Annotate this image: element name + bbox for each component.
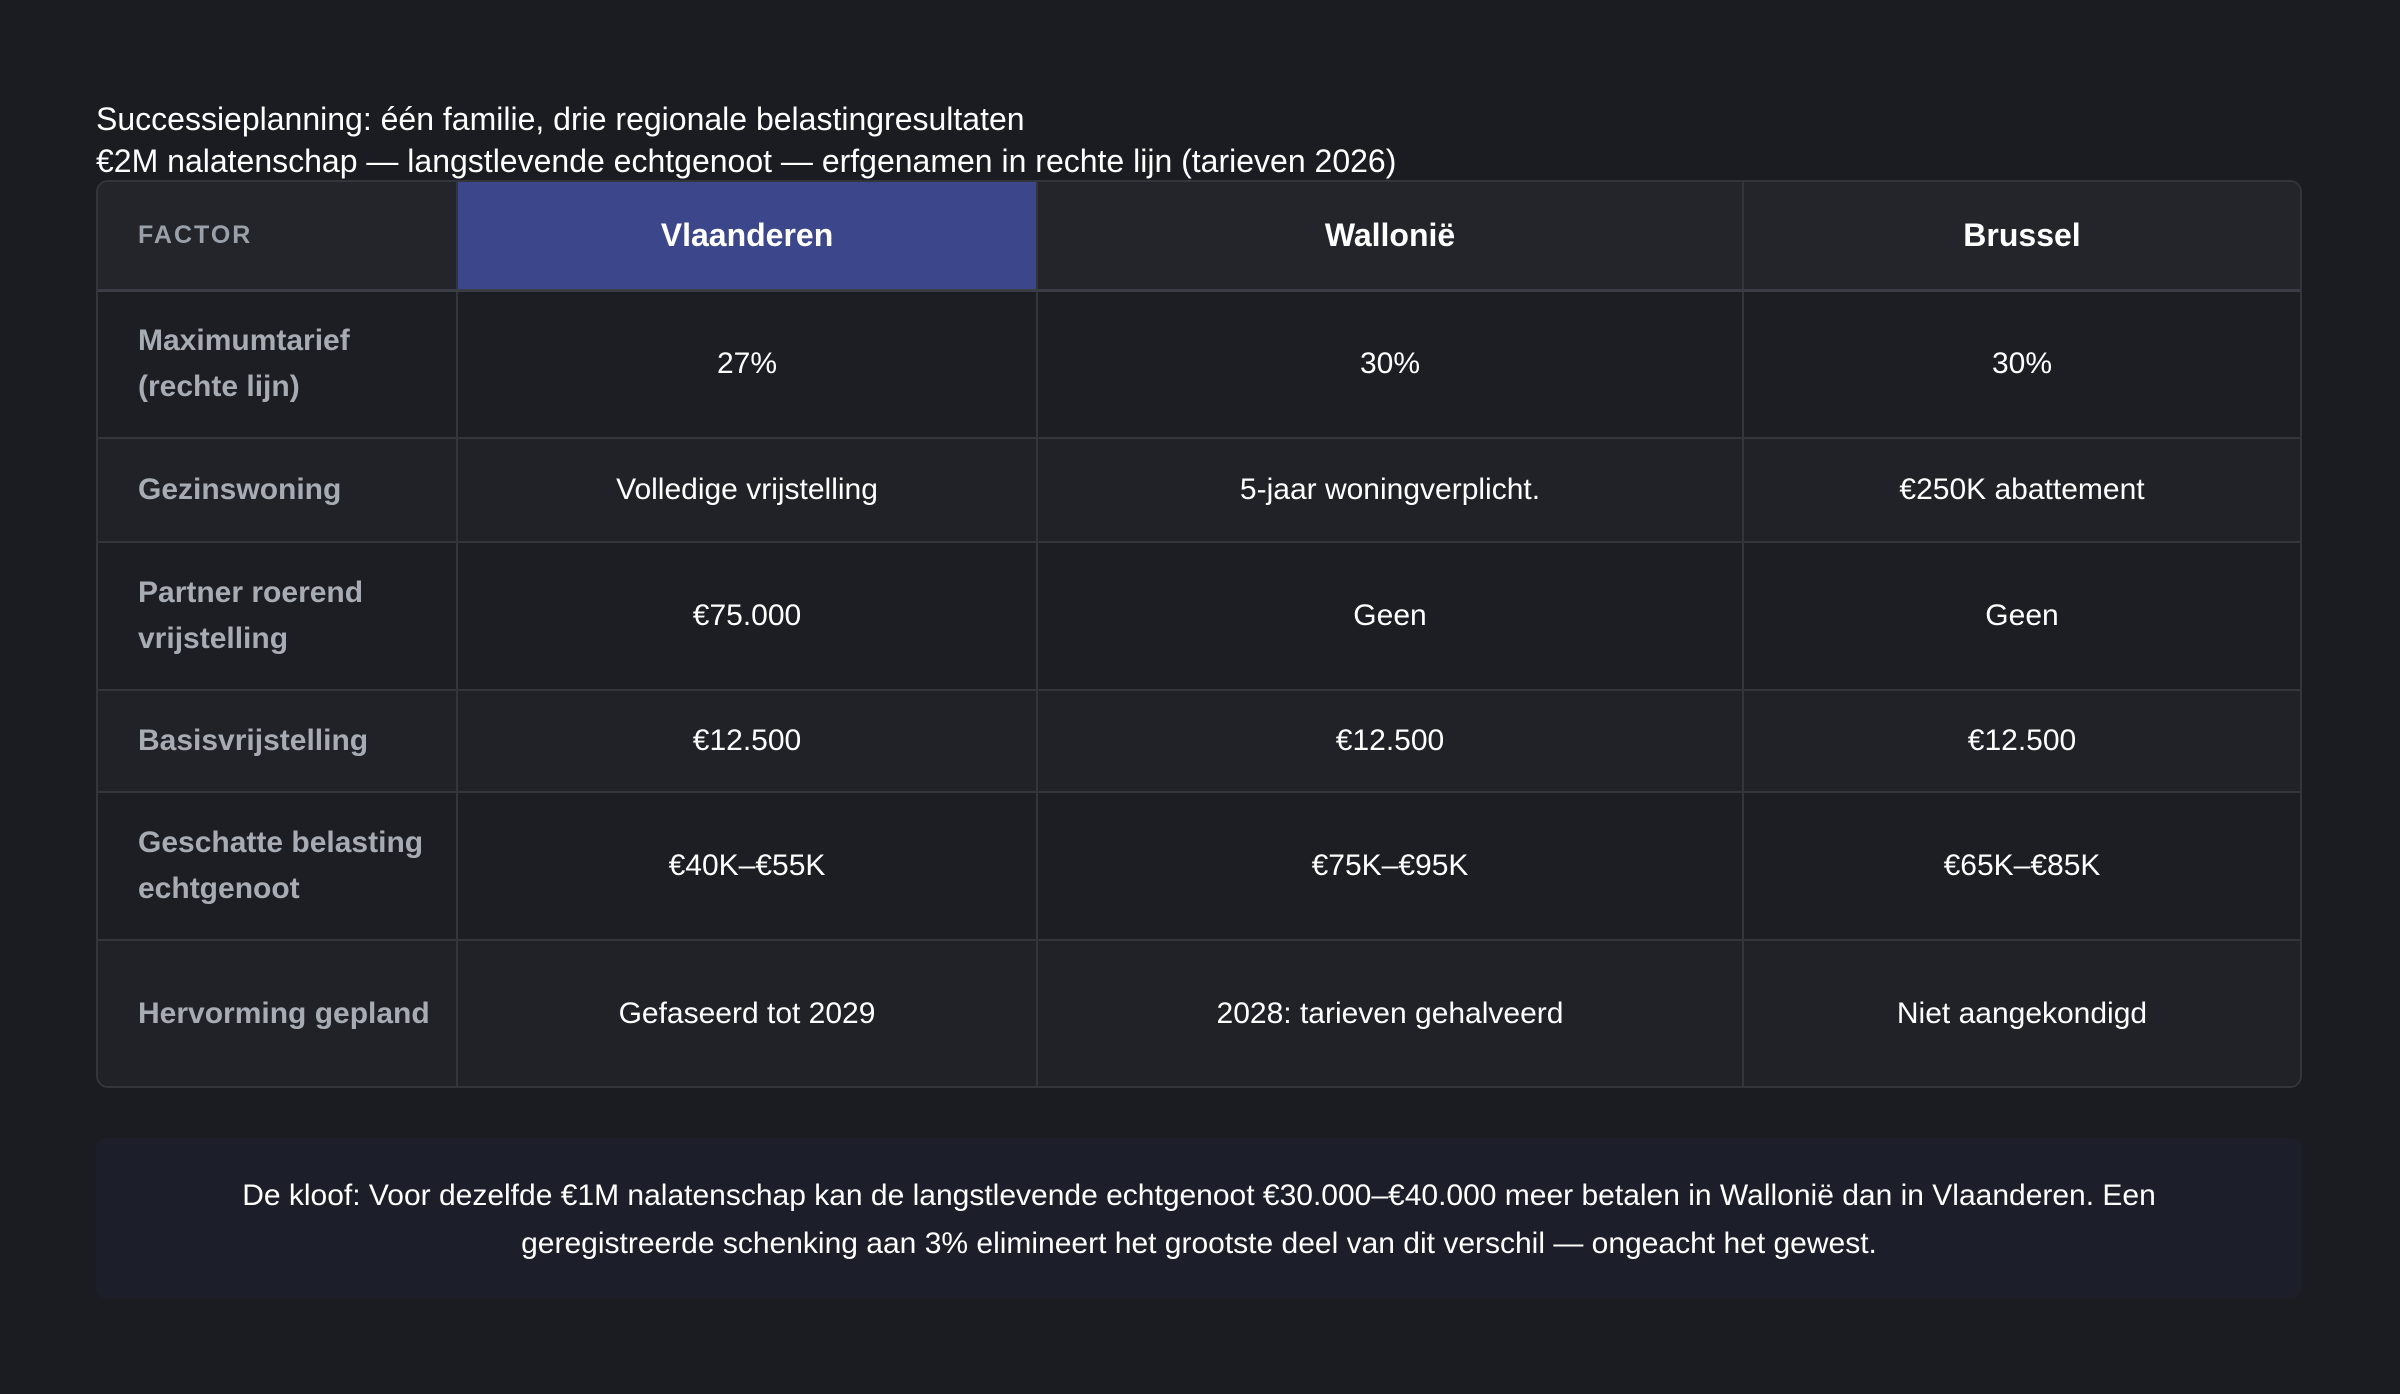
cell-wallonie: €12.500 <box>1037 690 1743 792</box>
cell-brussel: €65K–€85K <box>1743 792 2300 940</box>
header-wallonie: Wallonië <box>1037 182 1743 290</box>
title-block <box>96 98 2304 182</box>
cell-brussel: Geen <box>1743 542 2300 690</box>
summary-note: De kloof: Voor dezelfde €1M nalatenschap kan de langstlevende echtgenoot €30.000–€40.000 meer betalen in Wallonië dan in Vlaanderen. Een geregistreerde schenking aan 3% elimineert het grootste deel van dit verschil — ongeacht het gewest. <box>96 1138 2302 1298</box>
page-subtitle: €2M nalatenschap — langstlevende echtgenoot — erfgenamen in rechte lijn (tarieven 2026) <box>96 143 1397 179</box>
table-row <box>98 690 2300 792</box>
cell-brussel: €250K abattement <box>1743 438 2300 542</box>
comparison-table <box>98 182 2300 1086</box>
cell-wallonie: 30% <box>1037 290 1743 438</box>
row-label: Maximumtarief (rechte lijn) <box>98 290 457 438</box>
cell-vlaanderen: €75.000 <box>457 542 1037 690</box>
header-vlaanderen: Vlaanderen <box>457 182 1037 290</box>
cell-wallonie: 5-jaar woningverplicht. <box>1037 438 1743 542</box>
table-row <box>98 438 2300 542</box>
header-brussel: Brussel <box>1743 182 2300 290</box>
cell-brussel: Niet aangekondigd <box>1743 940 2300 1086</box>
cell-vlaanderen: €12.500 <box>457 690 1037 792</box>
table-row <box>98 792 2300 940</box>
cell-wallonie: €75K–€95K <box>1037 792 1743 940</box>
cell-vlaanderen: Volledige vrijstelling <box>457 438 1037 542</box>
table-header-row <box>98 182 2300 290</box>
table-row <box>98 542 2300 690</box>
row-label: Partner roerend vrijstelling <box>98 542 457 690</box>
table-row <box>98 290 2300 438</box>
row-label: Hervorming gepland <box>98 940 457 1086</box>
cell-brussel: 30% <box>1743 290 2300 438</box>
row-label: Geschatte belasting echtgenoot <box>98 792 457 940</box>
cell-wallonie: Geen <box>1037 542 1743 690</box>
cell-wallonie: 2028: tarieven gehalveerd <box>1037 940 1743 1086</box>
table-row <box>98 940 2300 1086</box>
cell-vlaanderen: 27% <box>457 290 1037 438</box>
row-label: Gezinswoning <box>98 438 457 542</box>
cell-brussel: €12.500 <box>1743 690 2300 792</box>
cell-vlaanderen: €40K–€55K <box>457 792 1037 940</box>
header-factor: FACTOR <box>98 182 457 290</box>
comparison-table-container <box>96 180 2302 1088</box>
cell-vlaanderen: Gefaseerd tot 2029 <box>457 940 1037 1086</box>
row-label: Basisvrijstelling <box>98 690 457 792</box>
page-title: Successieplanning: één familie, drie regionale belastingresultaten <box>96 101 1025 137</box>
